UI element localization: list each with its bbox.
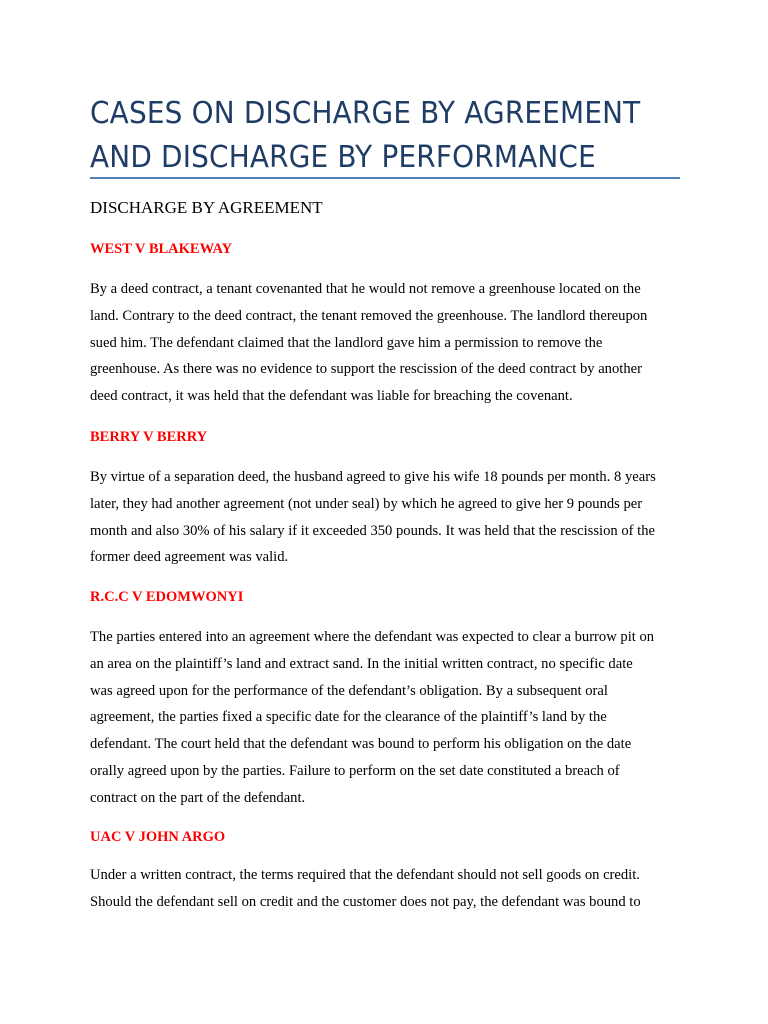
paragraph-line: later, they had another agreement (not under seal) by which he agreed to give her 9 pounds per xyxy=(90,495,643,512)
paragraph-line: Should the defendant sell on credit and the customer does not pay, the defendant was bound to xyxy=(90,893,641,910)
paragraph-line: By virtue of a separation deed, the husband agreed to give his wife 18 pounds per month. 8 years xyxy=(90,469,656,485)
case-heading-rcc-v-edomwonyi: R.C.C V EDOMWONYI xyxy=(90,589,244,605)
paragraph-line: The parties entered into an agreement where the defendant was expected to clear a burrow pit on xyxy=(90,629,655,645)
paragraph-line: sued him. The defendant claimed that the landlord gave him a permission to remove the xyxy=(90,334,603,351)
document-title xyxy=(90,92,648,180)
case-paragraph-uac-v-john-argo xyxy=(90,862,680,916)
case-paragraph-rcc-v-edomwonyi xyxy=(90,624,680,812)
paragraph-line: an area on the plaintiff’s land and extract sand. In the initial written contract, no specific date xyxy=(90,655,633,672)
paragraph-line: By a deed contract, a tenant covenanted that he would not remove a greenhouse located on the xyxy=(90,281,641,297)
case-heading-berry-v-berry: BERRY V BERRY xyxy=(90,429,208,445)
paragraph-line: defendant. The court held that the defendant was bound to perform his obligation on the date xyxy=(90,736,632,753)
paragraph-line: month and also 30% of his salary if it exceeded 350 pounds. It was held that the rescission of the xyxy=(90,522,655,539)
case-paragraph-west-v-blakeway xyxy=(90,276,680,410)
paragraph-line: former deed agreement was valid. xyxy=(90,549,289,566)
paragraph-line: agreement, the parties fixed a specific date for the clearance of the plaintiff’s land by the xyxy=(90,709,607,726)
section-heading: DISCHARGE BY AGREEMENT xyxy=(90,198,323,217)
title-line: CASES ON DISCHARGE BY AGREEMENT xyxy=(90,96,641,131)
paragraph-line: Under a written contract, the terms required that the defendant should not sell goods on credit. xyxy=(90,867,640,883)
paragraph-line: contract on the part of the defendant. xyxy=(90,789,306,806)
paragraph-line: deed contract, it was held that the defendant was liable for breaching the covenant. xyxy=(90,388,573,405)
paragraph-line: land. Contrary to the deed contract, the tenant removed the greenhouse. The landlord thereupon xyxy=(90,307,648,324)
paragraph-line: greenhouse. As there was no evidence to support the rescission of the deed contract by another xyxy=(90,361,642,378)
paragraph-line: was agreed upon for the performance of the defendant’s obligation. By a subsequent oral xyxy=(90,682,608,699)
case-paragraph-berry-v-berry xyxy=(90,464,680,571)
title-line: AND DISCHARGE BY PERFORMANCE xyxy=(90,140,596,175)
case-heading-uac-v-john-argo: UAC V JOHN ARGO xyxy=(90,829,226,845)
title-divider xyxy=(90,177,680,179)
case-heading-west-v-blakeway: WEST V BLAKEWAY xyxy=(90,241,233,257)
paragraph-line: orally agreed upon by the parties. Failure to perform on the set date constituted a breach of xyxy=(90,762,620,779)
